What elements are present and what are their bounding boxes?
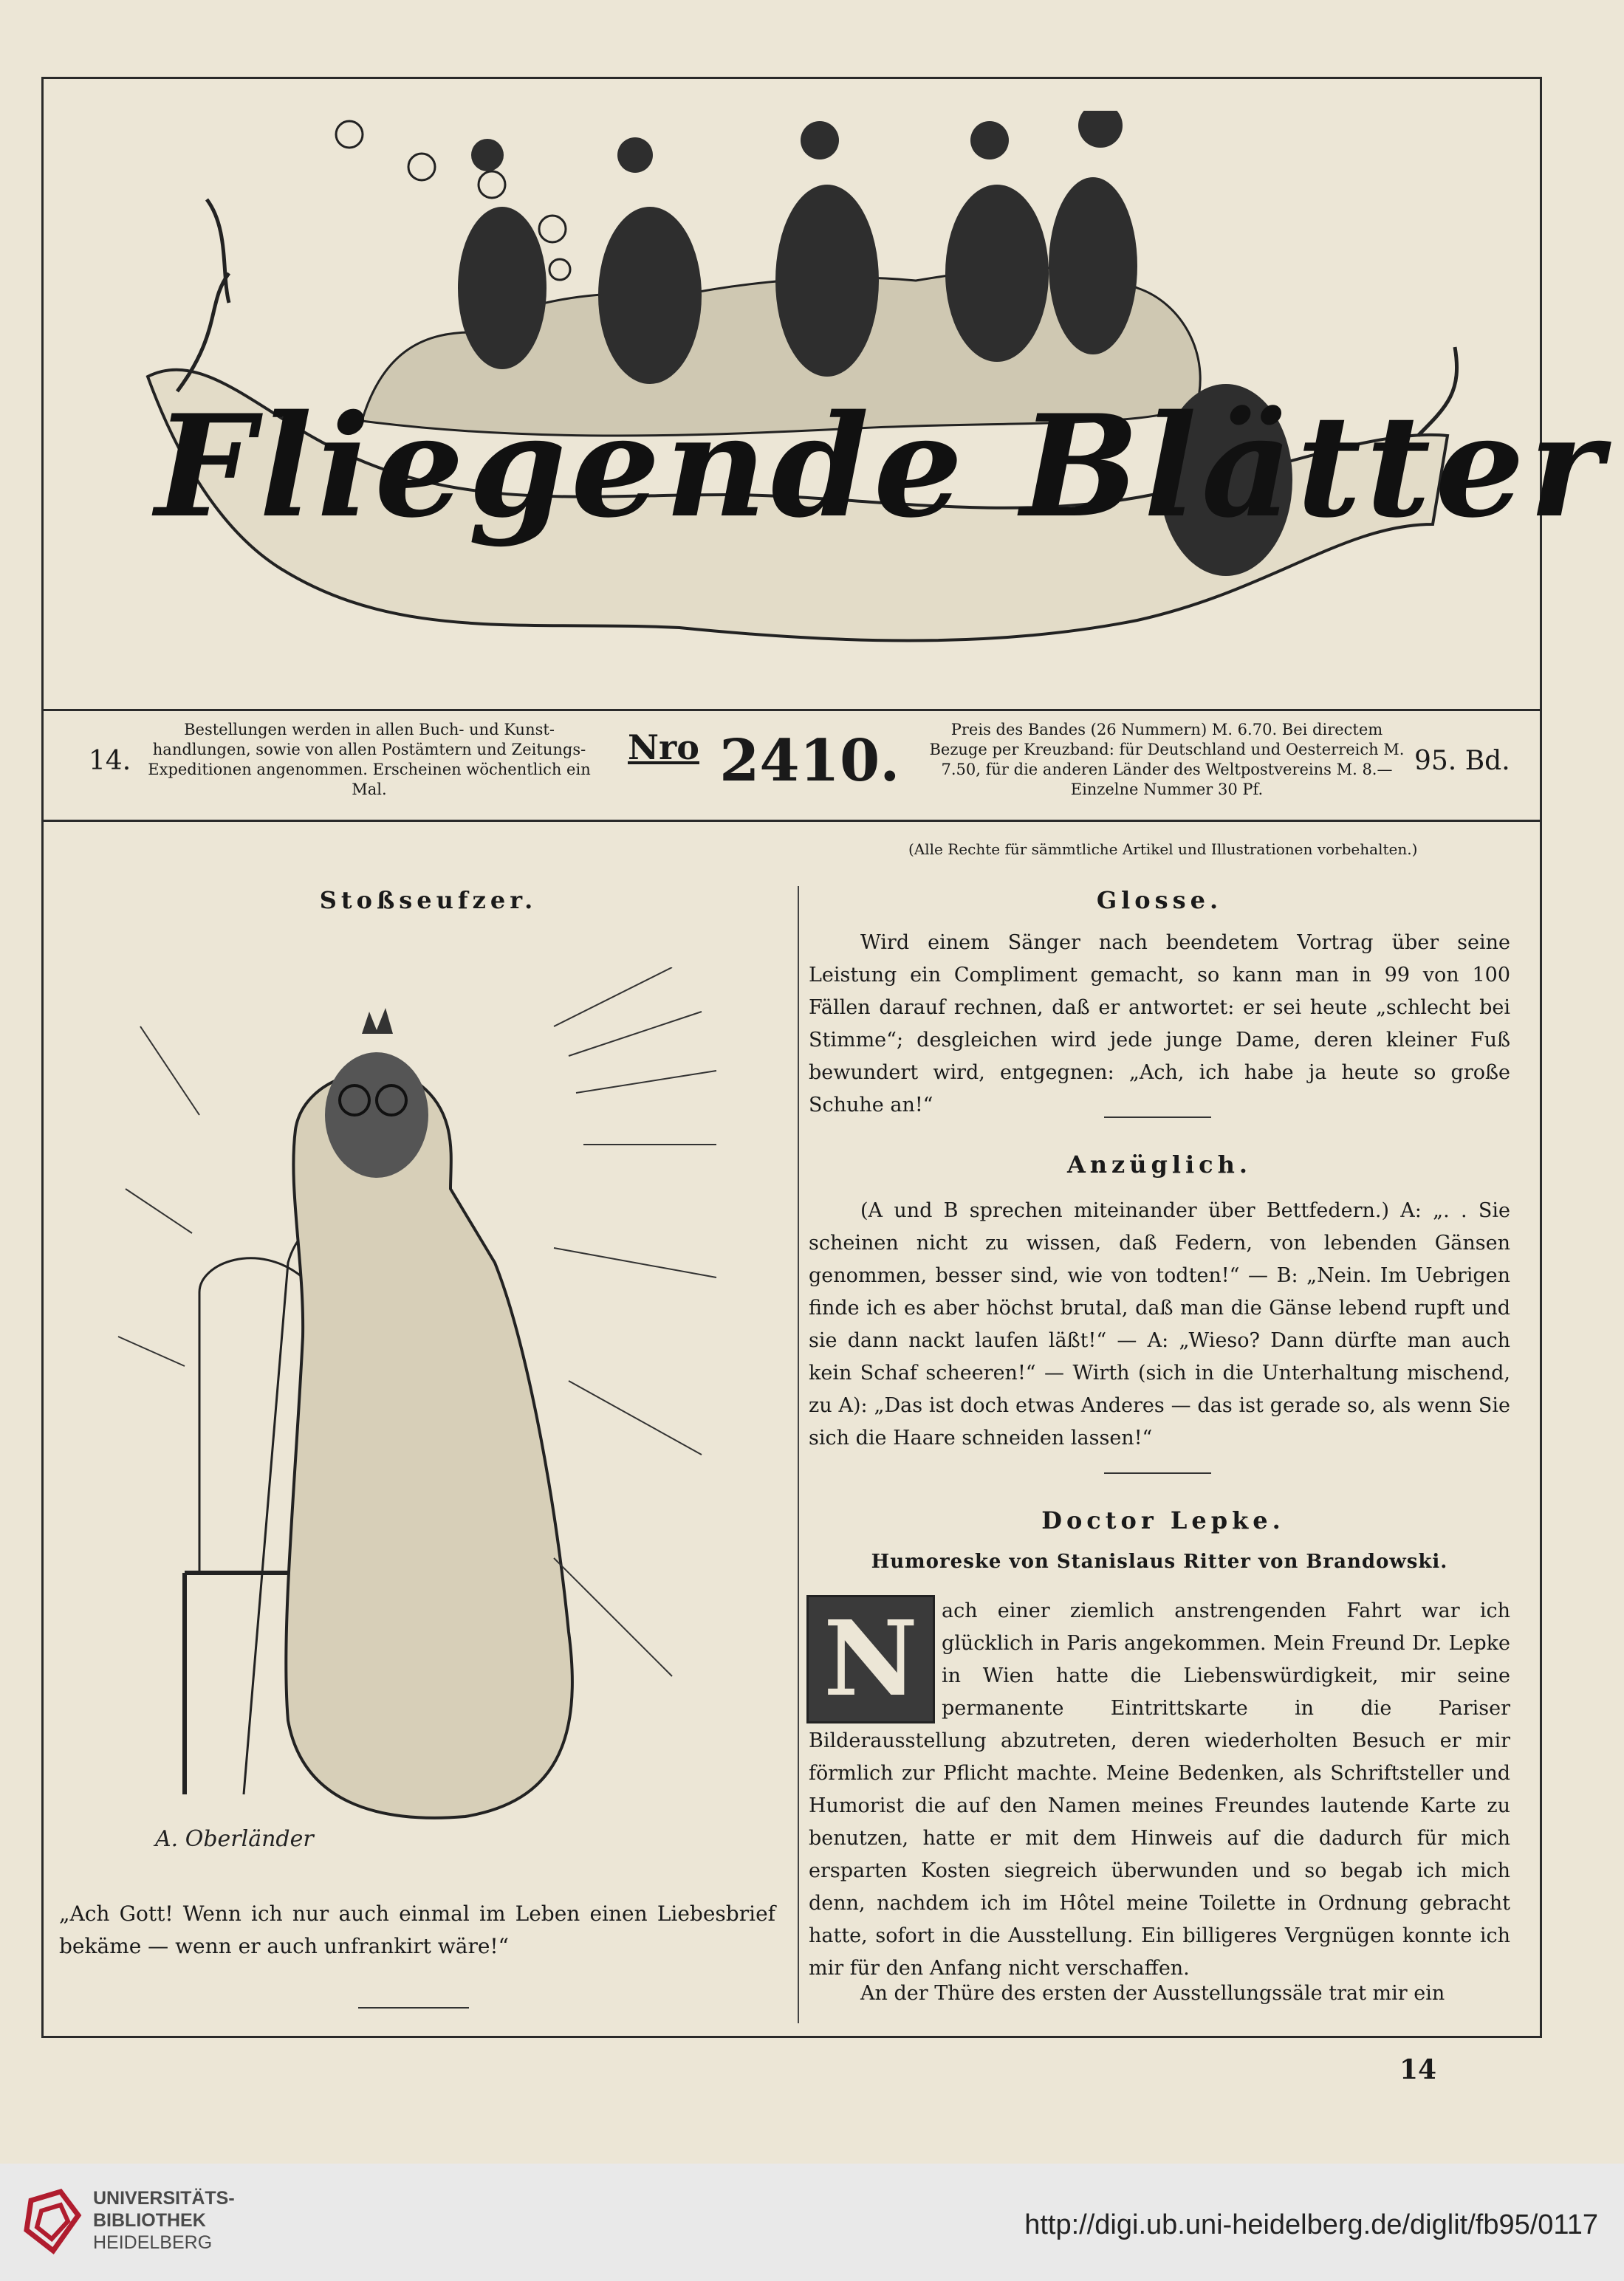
doctor-lepke-text bbox=[809, 1595, 1510, 1985]
doctor-lepke-continuation: An der Thüre des ersten der Ausstellungssäle trat mir ein bbox=[860, 1982, 1445, 2005]
band-bottom-rule bbox=[41, 820, 1540, 822]
heading-doctor-lepke: Doctor Lepke. bbox=[1041, 1506, 1285, 1534]
library-name-line1: UNIVERSITÄTS- bbox=[93, 2188, 235, 2209]
library-name-line2: BIBLIOTHEK bbox=[93, 2210, 206, 2231]
glosse-rule bbox=[1104, 1117, 1211, 1118]
illustration-signature: A. Oberländer bbox=[155, 1826, 314, 1852]
rights-notice: (Alle Rechte für sämmtliche Artikel und Illustrationen vorbehalten.) bbox=[908, 840, 1418, 858]
volume-number: 95. Bd. bbox=[1414, 746, 1510, 776]
initial-spacer bbox=[809, 1595, 942, 1721]
library-footer bbox=[0, 2164, 1624, 2281]
anzueglich-rule bbox=[1104, 1472, 1211, 1474]
issue-number-value: 2410. bbox=[719, 727, 900, 795]
heading-glosse: Glosse. bbox=[1096, 886, 1223, 914]
orders-notice: Bestellungen werden in allen Buch- und Kunst-handlungen, sowie von allen Postämtern und Zeitungs-Expeditionen angenommen. Erscheinen wöchentlich ein Mal. bbox=[148, 721, 591, 798]
issue-prefix: Nro bbox=[628, 727, 699, 767]
year-number: 14. bbox=[89, 746, 131, 776]
issue-number bbox=[628, 727, 900, 795]
caption-rule bbox=[358, 2007, 469, 2009]
masthead-title: Fliegende Blätter bbox=[155, 384, 1608, 549]
band-top-rule bbox=[41, 709, 1540, 711]
library-logo-icon[interactable] bbox=[16, 2186, 87, 2257]
decorated-initial: N bbox=[806, 1595, 935, 1723]
column-divider bbox=[798, 886, 799, 2023]
price-notice: Preis des Bandes (26 Nummern) M. 6.70. Bei directem Bezuge per Kreuzband: für Deutschland und Oesterreich M. 7.50, für die anderen Länder des Weltpostvereins M. 8.— Einzelne Nummer 30 Pf. bbox=[929, 721, 1405, 798]
source-url-link[interactable]: http://digi.ub.uni-heidelberg.de/diglit/fb95/0117 bbox=[1024, 2209, 1598, 2240]
heading-anzueglich: Anzüglich. bbox=[1066, 1150, 1253, 1179]
anzueglich-text: (A und B sprechen miteinander über Bettfedern.) A: „. . Sie scheinen nicht zu wissen, daß Federn, von lebenden Gänsen genommen, besser sind, wie von todten!“ — B: „Nein. Im Uebrigen finde ich es aber höchst brutal, daß man die Gänse lebend rupft und sie dann nackt laufen läßt!“ — A: „Wieso? Dann dürfte man auch kein Schaf scheeren!“ — Wirth (sich in die Unterhaltung mischend, zu A): „Das ist doch etwas Anderes — das ist gerade so, als wenn Sie sich die Haare schneiden lassen!“ bbox=[809, 1199, 1510, 1450]
page-number: 14 bbox=[1399, 2054, 1437, 2085]
heading-stossseufzer: Stoßseufzer. bbox=[319, 886, 538, 914]
doctor-subtitle: Humoreske von Stanislaus Ritter von Brandowski. bbox=[871, 1551, 1448, 1573]
glosse-text: Wird einem Sänger nach beendetem Vortrag über seine Leistung ein Compliment gemacht, so kann man in 99 von 100 Fällen darauf rechnen, daß er antwortet: er sei heute „schlecht bei Stimme“; desgleichen wird jede junge Dame, deren kleiner Fuß bewundert wird, entgegnen: „Ach, ich habe ja heute so große Schuhe an!“ bbox=[809, 931, 1510, 1117]
library-name[interactable] bbox=[93, 2187, 235, 2254]
cartoon-illustration bbox=[111, 967, 724, 1861]
library-name-line3: HEIDELBERG bbox=[93, 2232, 213, 2253]
cartoon-caption: „Ach Gott! Wenn ich nur auch einmal im Leben einen Liebesbrief bekäme — wenn er auch unfrankirt wäre!“ bbox=[59, 1901, 775, 1958]
doctor-lepke-paragraph: ach einer ziemlich anstrengenden Fahrt war ich glücklich in Paris angekommen. Mein Freund Dr. Lepke in Wien hatte die Liebenswürdigkeit, mir seine permanente Eintrittskarte in die Pariser Bilderausstellung abzutreten, deren wiederholten Besuch er mir förmlich zur Pflicht machte. Meine Bedenken, als Schriftsteller und Humorist die auf den Namen meines Freundes lautende Karte zu benutzen, hatte er mit dem Hinweis auf die dadurch für mich ersparten Kosten siegreich überwunden und so begab ich mich denn, nachdem ich im Hôtel meine Toilette in Ordnung gebracht hatte, sofort in die Ausstellung. Ein billigeres Vergnügen konnte ich mir für den Anfang nicht verschaffen. bbox=[809, 1599, 1510, 1980]
